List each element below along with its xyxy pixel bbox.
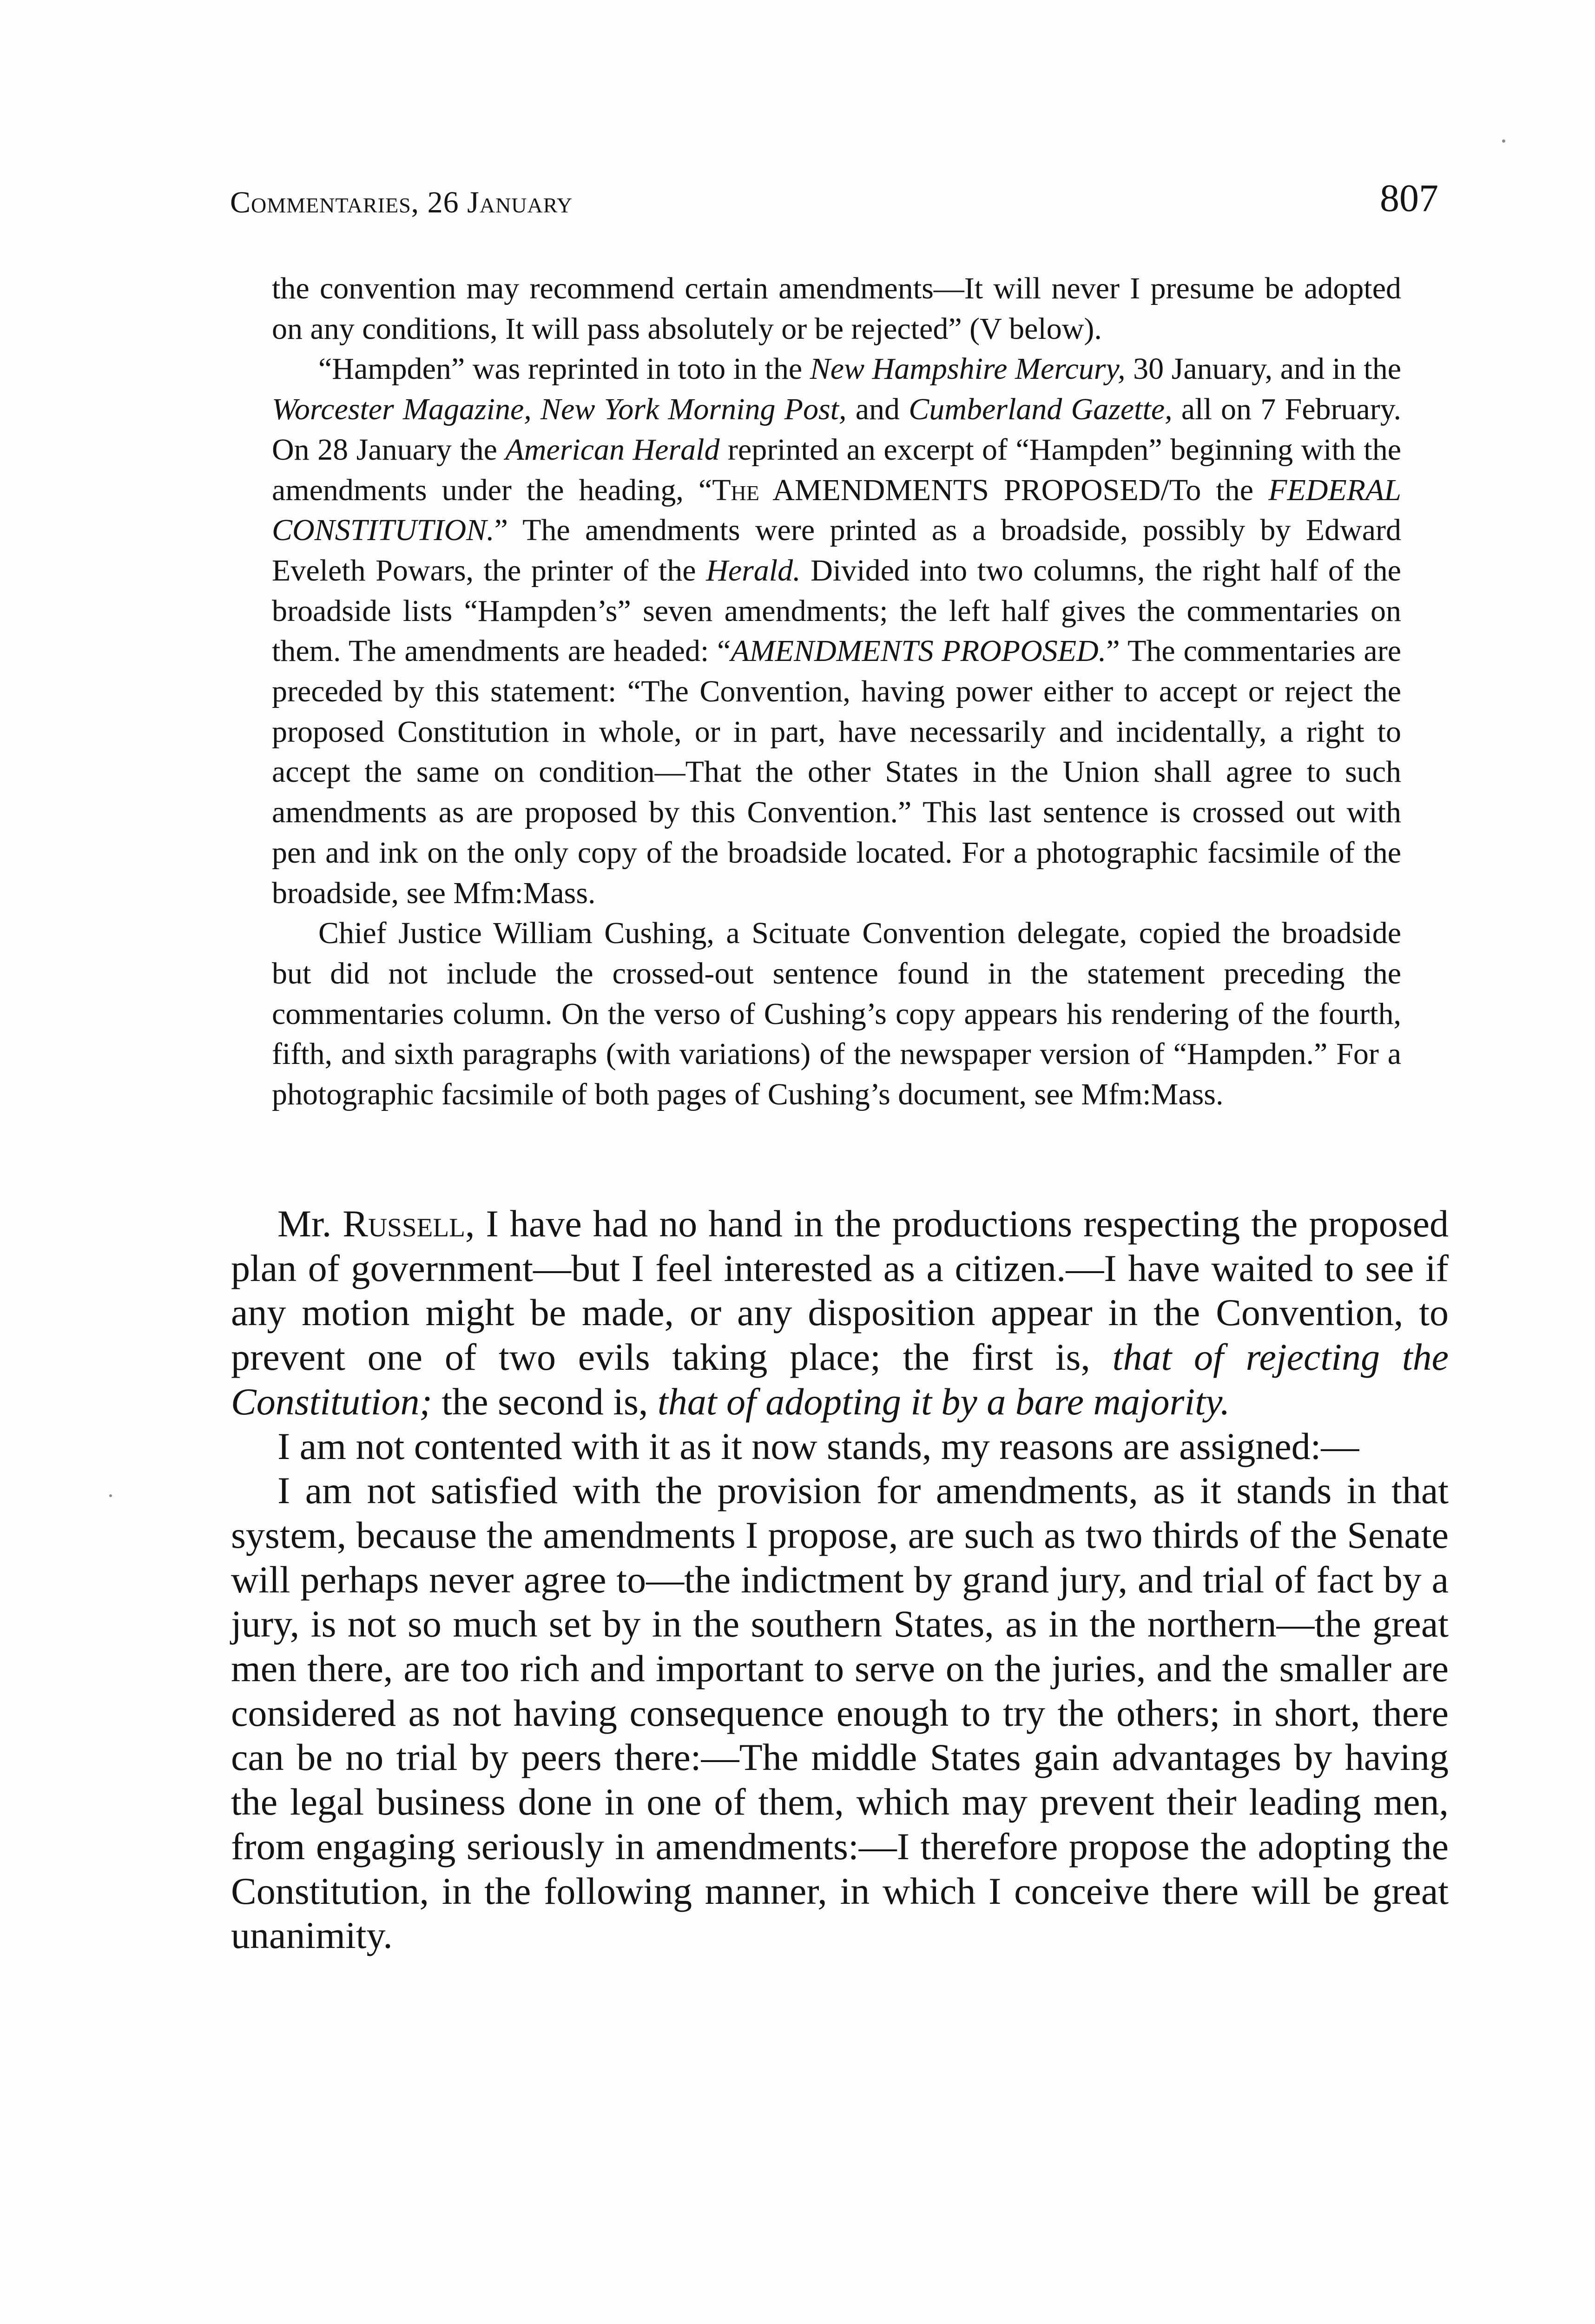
scan-speck [1502,139,1505,143]
note-p2-text-c: 30 January, and in the [1125,352,1402,386]
speaker-name: Russell [343,1202,465,1245]
speech-p1-italic-adopting: that of adopting it by a bare majority. [657,1380,1230,1423]
note-p2-text-q: ” The commentaries are preceded by this statement: “The Convention, having power either to accept or reject the proposed Constitution in whole, or in part, have necessarily and incidentally, a right to accept the same on condition—That the other States in the Union shall agree to such amendments as are proposed by this Convention.” This last sentence is crossed out with pen and ink on the only copy of the broadside located. For a photographic facsimile of the broadside, see Mfm:Mass. [272,634,1402,910]
note-p1-text: the convention may recommend certain amendments—It will never I presume be adopted on any conditions, It will pass absolutely or be rejected” (V below). [272,271,1401,346]
note-p2-italic-gazette: Cumberland Gazette, [909,392,1173,427]
note-p2-italic-newspapers: Worcester Magazine, New York Morning Post, [272,392,847,427]
speech-p1-text-c: the second is, [432,1380,658,1423]
note-p2-italic-herald: American Herald [505,432,720,467]
speech-p2-text: I am not contented with it as it now stands, my reasons are assigned:— [277,1425,1359,1467]
speech-p3-text: I am not satisfied with the provision for amendments, as it stands in that system, because the amendments I propose, are such as two thirds of the Senate will perhaps never agree to—the indictment by grand jury, and trial of fact by a jury, is not so much set by in the southern States, as in the northern—the great men there, are too rich and important to serve on the juries, and the smaller are considered as not having consequence enough to try the others; in short, there can be no trial by peers there:—The middle States gain advantages by having the legal business done in one of them, which may prevent their leading men, from engaging seriously in amendments:—I therefore propose the adopting the Constitution, in the following manner, in which I conceive there will be great unanimity. [231,1469,1449,1957]
note-p2-text-a: “Hampden” was reprinted in toto in the [318,352,810,386]
note-p2-italic-federal-constitution: FEDERAL CONSTITUTION. [272,473,1402,548]
speech-p1-text-a: , I have had no hand in the productions respecting the proposed plan of government—but I feel interested as a citizen.—I have waited to see if any motion might be made, or any disposition appear in the Convention, to prevent one of two evils taking place; the first is, [231,1202,1449,1379]
editorial-notes [272,269,1401,1115]
scan-speck [109,1494,112,1497]
note-p2-text-e: and [846,392,909,427]
speech-p1-prefix: Mr. [277,1202,343,1245]
speech-paragraph-2 [231,1424,1449,1469]
note-paragraph-2 [272,349,1401,913]
note-p2-text-m: ” The amendments were printed as a broadside, possibly by Edward Eveleth Powars, the printer of the [272,513,1401,588]
note-p2-text-i: reprinted an excerpt of “Hampden” beginning with the amendments under the heading, “ [272,432,1401,507]
note-p2-text-g: all on 7 February. On 28 January the [272,392,1401,467]
page-number: 807 [1380,177,1438,220]
note-p2-italic-herald-short: Herald. [706,553,801,588]
speech-text [231,1202,1449,1958]
speech-p1-italic-rejecting: that of rejecting the Constitution; [231,1336,1449,1423]
speech-paragraph-1 [231,1202,1449,1424]
note-paragraph-1 [272,269,1401,349]
note-p2-text-o: Divided into two columns, the right half of the broadside lists “Hampden’s” seven amendments; the left half gives the commentaries on them. The amendments are headed: “ [272,553,1401,668]
note-p3-text: Chief Justice William Cushing, a Scituate Convention delegate, copied the broadside but did not include the crossed-out sentence found in the statement preceding the commentaries column. On the verso of Cushing’s copy appears his rendering of the fourth, fifth, and sixth paragraphs (with variations) of the newspaper version of “Hampden.” For a photographic facsimile of both pages of Cushing’s document, see Mfm:Mass. [272,916,1401,1112]
note-p2-italic-newspaper: New Hampshire Mercury, [810,352,1126,386]
note-p2-italic-amendments-proposed: AMENDMENTS PROPOSED. [731,634,1107,668]
running-title: Commentaries, 26 January [230,185,573,219]
note-p2-text-k: AMENDMENTS PROPOSED/To the [759,473,1269,507]
speech-paragraph-3 [231,1468,1449,1958]
note-p2-smallcaps-the: The [712,473,759,507]
note-paragraph-3 [272,913,1401,1115]
running-head [230,176,1438,227]
